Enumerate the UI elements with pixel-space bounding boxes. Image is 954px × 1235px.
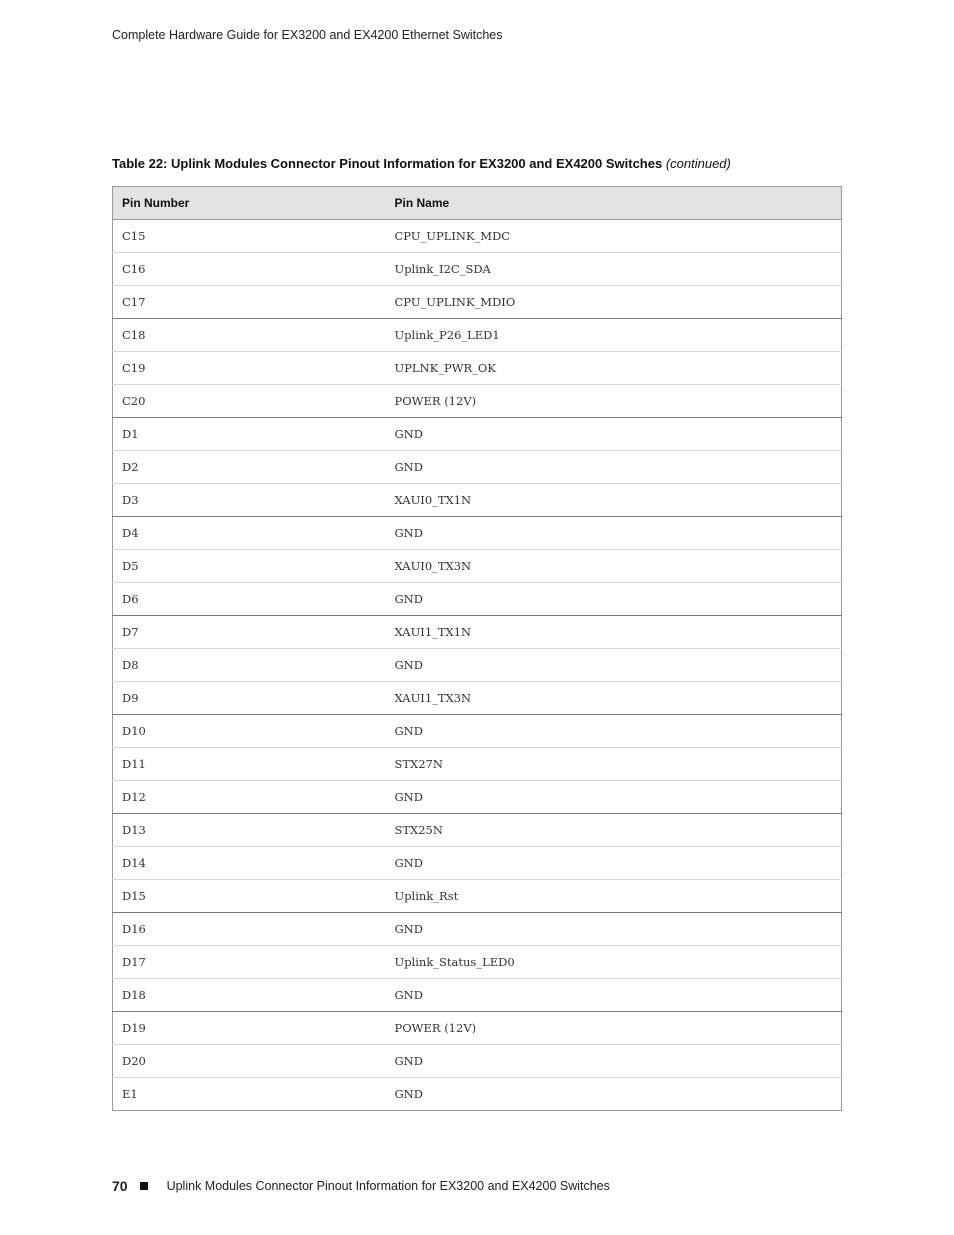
table-row <box>113 814 842 847</box>
pin-name-cell: CPU_UPLINK_MDIO <box>386 286 842 319</box>
table-caption <box>112 156 731 171</box>
table-body <box>113 220 842 1111</box>
pin-name-cell: GND <box>386 418 842 451</box>
table-continued-note: (continued) <box>665 156 731 171</box>
pin-name-cell: STX27N <box>386 748 842 781</box>
table-row <box>113 253 842 286</box>
table-row <box>113 880 842 913</box>
pin-name-cell: GND <box>386 847 842 880</box>
table-header-row <box>113 187 842 220</box>
table-row <box>113 451 842 484</box>
pin-number-cell: D3 <box>113 484 386 517</box>
table-row <box>113 319 842 352</box>
table-row <box>113 1045 842 1078</box>
table-row <box>113 484 842 517</box>
pin-name-cell: GND <box>386 649 842 682</box>
table-row <box>113 220 842 253</box>
column-header-pin-name: Pin Name <box>386 187 842 220</box>
pin-number-cell: D18 <box>113 979 386 1012</box>
pin-name-cell: XAUI1_TX3N <box>386 682 842 715</box>
square-bullet-icon <box>140 1182 148 1190</box>
table-row <box>113 748 842 781</box>
table-row <box>113 583 842 616</box>
pin-name-cell: POWER (12V) <box>386 385 842 418</box>
table-row <box>113 385 842 418</box>
table-row <box>113 352 842 385</box>
table-row <box>113 649 842 682</box>
pin-number-cell: C20 <box>113 385 386 418</box>
table-row <box>113 682 842 715</box>
pin-number-cell: D9 <box>113 682 386 715</box>
pin-name-cell: GND <box>394 1087 423 1101</box>
pin-name-cell: POWER (12V) <box>386 1012 842 1045</box>
pin-number-cell: C17 <box>113 286 386 319</box>
pin-number-cell: E1 <box>122 1087 138 1101</box>
pin-name-cell: GND <box>386 1045 842 1078</box>
page-number: 70 <box>112 1178 128 1194</box>
pin-number-cell: D8 <box>113 649 386 682</box>
pin-number-cell: D4 <box>113 517 386 550</box>
pinout-table <box>112 186 842 1111</box>
pin-name-cell: UPLNK_PWR_OK <box>386 352 842 385</box>
running-header: Complete Hardware Guide for EX3200 and EX4200 Ethernet Switches <box>112 28 503 42</box>
page-footer <box>112 1178 610 1194</box>
pin-number-cell: C15 <box>113 220 386 253</box>
pin-number-cell: D20 <box>113 1045 386 1078</box>
table-row <box>113 1012 842 1045</box>
pin-name-cell: Uplink_I2C_SDA <box>386 253 842 286</box>
pin-name-cell: GND <box>386 451 842 484</box>
table-row <box>113 946 842 979</box>
pin-name-cell: GND <box>386 583 842 616</box>
pin-number-cell: D2 <box>113 451 386 484</box>
table-row <box>113 418 842 451</box>
pin-number-cell: D14 <box>113 847 386 880</box>
table-row <box>113 847 842 880</box>
pin-number-cell: D5 <box>113 550 386 583</box>
pin-name-cell: GND <box>386 913 842 946</box>
pin-name-cell: GND <box>386 715 842 748</box>
pin-number-cell: C18 <box>113 319 386 352</box>
pin-number-cell: D7 <box>113 616 386 649</box>
pin-number-cell: D13 <box>113 814 386 847</box>
pin-number-cell: D15 <box>113 880 386 913</box>
pin-number-cell: D16 <box>113 913 386 946</box>
pin-name-cell: GND <box>386 979 842 1012</box>
pin-name-cell: GND <box>386 517 842 550</box>
table-title: Table 22: Uplink Modules Connector Pinout Information for EX3200 and EX4200 Switches <box>112 156 663 171</box>
table-row <box>113 979 842 1012</box>
table-row <box>113 616 842 649</box>
pin-number-cell: D10 <box>113 715 386 748</box>
footer-section-title: Uplink Modules Connector Pinout Information for EX3200 and EX4200 Switches <box>166 1179 610 1193</box>
pin-name-cell: Uplink_P26_LED1 <box>386 319 842 352</box>
table-row <box>113 550 842 583</box>
table-row <box>113 1078 842 1111</box>
pin-name-cell: STX25N <box>386 814 842 847</box>
pin-number-cell: D12 <box>113 781 386 814</box>
pin-name-cell: XAUI1_TX1N <box>386 616 842 649</box>
pin-name-cell: GND <box>386 781 842 814</box>
pin-name-cell: XAUI0_TX3N <box>386 550 842 583</box>
table-row <box>113 715 842 748</box>
table-row <box>113 913 842 946</box>
pin-number-cell: D19 <box>113 1012 386 1045</box>
pin-name-cell: CPU_UPLINK_MDC <box>386 220 842 253</box>
table-row <box>113 781 842 814</box>
pin-number-cell: C16 <box>113 253 386 286</box>
pin-name-cell: Uplink_Rst <box>386 880 842 913</box>
pin-number-cell: D17 <box>113 946 386 979</box>
column-header-pin-number: Pin Number <box>113 187 386 220</box>
pin-number-cell: D1 <box>113 418 386 451</box>
pin-name-cell: Uplink_Status_LED0 <box>386 946 842 979</box>
pin-number-cell: D6 <box>113 583 386 616</box>
pin-name-cell: XAUI0_TX1N <box>386 484 842 517</box>
pin-number-cell: C19 <box>113 352 386 385</box>
table-row <box>113 286 842 319</box>
table-row <box>113 517 842 550</box>
pin-number-cell: D11 <box>113 748 386 781</box>
